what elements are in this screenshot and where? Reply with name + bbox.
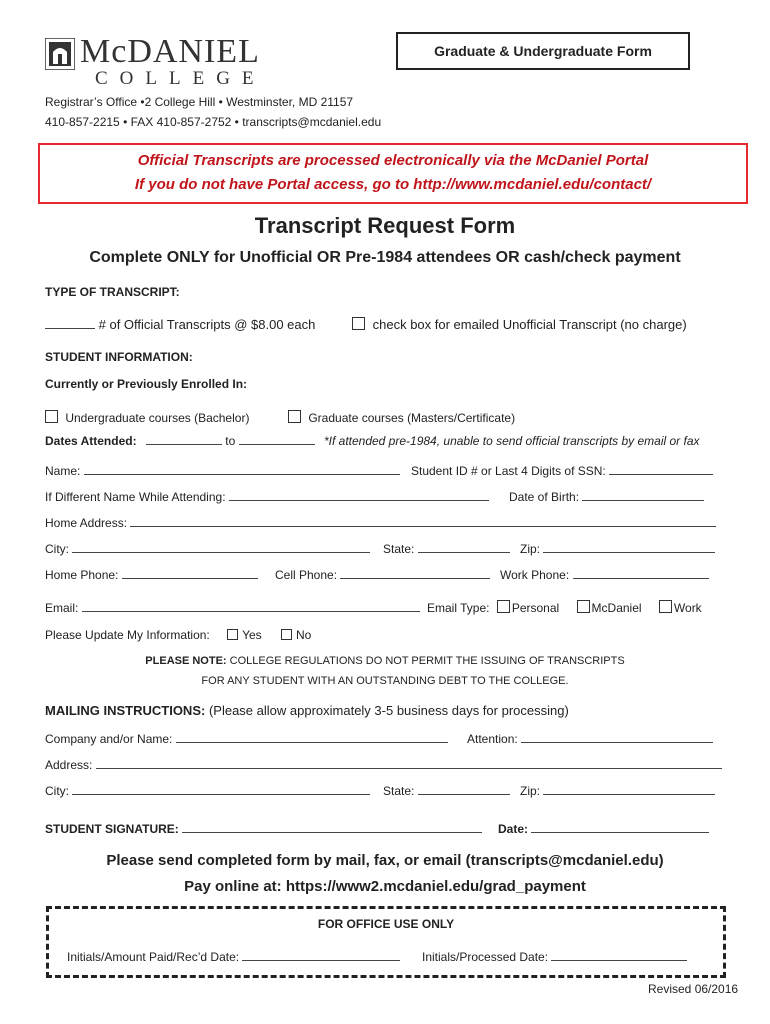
- please-note-bold: PLEASE NOTE:: [145, 655, 227, 667]
- work-phone-field[interactable]: [573, 567, 709, 579]
- email-type-label: Email Type:: [427, 601, 490, 615]
- attention-label: Attention:: [467, 732, 518, 746]
- home-phone-row: [45, 567, 258, 582]
- attention-field[interactable]: [521, 731, 713, 743]
- unofficial-label: check box for emailed Unofficial Transcript (no charge): [372, 317, 687, 332]
- update-row: [45, 628, 311, 642]
- city-row: [45, 541, 370, 556]
- email-type-personal-label: Personal: [511, 601, 560, 615]
- dates-from-field[interactable]: [146, 433, 222, 445]
- mail-address-row: [45, 757, 722, 772]
- cell-phone-field[interactable]: [340, 567, 490, 579]
- page-title: Transcript Request Form: [254, 213, 516, 238]
- home-address-row: [45, 515, 716, 530]
- dates-note: *If attended pre-1984, unable to send official transcripts by email or fax: [323, 434, 700, 448]
- cell-phone-row: [275, 567, 490, 582]
- mail-address-label: Address:: [45, 758, 93, 772]
- name-label: Name:: [45, 464, 81, 478]
- signature-date-field[interactable]: [531, 821, 709, 833]
- mailing-row: [45, 703, 569, 718]
- dates-row: [45, 433, 700, 448]
- email-type-personal-checkbox[interactable]: [497, 600, 510, 613]
- grad-row: [288, 410, 515, 425]
- diff-name-label: If Different Name While Attending:: [45, 490, 226, 504]
- transcript-heading: TYPE OF TRANSCRIPT:: [45, 285, 180, 299]
- dob-label: Date of Birth:: [509, 490, 580, 504]
- student-heading: STUDENT INFORMATION:: [45, 350, 193, 364]
- company-field[interactable]: [176, 731, 448, 743]
- email-row: [45, 600, 420, 615]
- city-label: City:: [45, 542, 69, 556]
- logo-name: McDANIEL: [80, 33, 260, 70]
- update-yes-label: Yes: [242, 628, 262, 642]
- mail-state-label: State:: [383, 784, 415, 798]
- update-label: Please Update My Information:: [45, 628, 210, 642]
- official-count-label: # of Official Transcripts @ $8.00 each: [98, 317, 316, 332]
- signature-label: STUDENT SIGNATURE:: [45, 822, 179, 836]
- student-id-row: [411, 463, 713, 478]
- attention-row: [467, 731, 713, 746]
- state-row: [383, 541, 510, 556]
- name-field[interactable]: [84, 463, 400, 475]
- company-row: [45, 731, 448, 746]
- please-note-text: COLLEGE REGULATIONS DO NOT PERMIT THE ISSUING OF TRANSCRIPTS: [226, 655, 625, 667]
- office-processed-row: [422, 949, 687, 964]
- grad-label: Graduate courses (Masters/Certificate): [308, 411, 516, 425]
- mail-state-row: [383, 783, 510, 798]
- mail-zip-field[interactable]: [543, 783, 715, 795]
- state-field[interactable]: [418, 541, 510, 553]
- office-heading: FOR OFFICE USE ONLY: [317, 917, 455, 931]
- email-label: Email:: [45, 601, 79, 615]
- signature-row: [45, 821, 482, 836]
- dates-label: Dates Attended:: [45, 434, 137, 448]
- dob-row: [509, 489, 704, 504]
- form-type-box: Graduate & Undergraduate Form: [396, 32, 690, 70]
- zip-field[interactable]: [543, 541, 715, 553]
- email-type-mcdaniel-label: McDaniel: [591, 601, 642, 615]
- undergrad-label: Undergraduate courses (Bachelor): [65, 411, 250, 425]
- grad-checkbox[interactable]: [288, 410, 301, 423]
- update-no-checkbox[interactable]: [281, 629, 292, 640]
- please-note-line-2: FOR ANY STUDENT WITH AN OUTSTANDING DEBT TO THE COLLEGE.: [201, 675, 569, 687]
- email-field[interactable]: [82, 600, 420, 612]
- mailing-heading: MAILING INSTRUCTIONS:: [45, 703, 206, 718]
- email-type-work-label: Work: [673, 601, 702, 615]
- undergrad-checkbox[interactable]: [45, 410, 58, 423]
- office-paid-row: [67, 949, 400, 964]
- revised-date: Revised 06/2016: [648, 982, 739, 996]
- unofficial-row: [352, 317, 687, 332]
- please-note-line-1: [0, 655, 770, 667]
- home-phone-label: Home Phone:: [45, 568, 119, 582]
- undergrad-row: [45, 410, 249, 425]
- signature-field[interactable]: [182, 821, 482, 833]
- mail-city-label: City:: [45, 784, 69, 798]
- diff-name-field[interactable]: [229, 489, 489, 501]
- mailing-note: (Please allow approximately 3-5 business days for processing): [208, 703, 569, 718]
- pay-line: Pay online at: https://www2.mcdaniel.edu/grad_payment: [184, 878, 586, 895]
- home-address-label: Home Address:: [45, 516, 128, 530]
- office-processed-label: Initials/Processed Date:: [422, 950, 549, 964]
- diff-name-row: [45, 489, 489, 504]
- home-address-field[interactable]: [130, 515, 716, 527]
- mail-city-field[interactable]: [72, 783, 370, 795]
- portal-notice: [38, 143, 748, 204]
- work-phone-label: Work Phone:: [500, 568, 570, 582]
- contact-line: 410-857-2215 • FAX 410-857-2752 • transcripts@mcdaniel.edu: [45, 115, 382, 129]
- enrolled-label: Currently or Previously Enrolled In:: [45, 377, 248, 391]
- state-label: State:: [383, 542, 415, 556]
- logo-college: COLLEGE: [95, 68, 266, 89]
- office-paid-field[interactable]: [242, 949, 400, 961]
- college-seal-icon: [45, 38, 75, 70]
- work-phone-row: [500, 567, 709, 582]
- city-field[interactable]: [72, 541, 370, 553]
- signature-date-label: Date:: [498, 822, 529, 836]
- student-id-label: Student ID # or Last 4 Digits of SSN:: [411, 464, 606, 478]
- mail-state-field[interactable]: [418, 783, 510, 795]
- home-phone-field[interactable]: [122, 567, 258, 579]
- name-row: [45, 463, 400, 478]
- company-label: Company and/or Name:: [45, 732, 173, 746]
- office-use-box: [46, 906, 726, 978]
- update-yes-checkbox[interactable]: [227, 629, 238, 640]
- notice-line-2: If you do not have Portal access, go to http://www.mcdaniel.edu/contact/: [134, 176, 652, 193]
- email-type-row: [427, 600, 702, 615]
- student-id-field[interactable]: [609, 463, 713, 475]
- unofficial-checkbox[interactable]: [352, 317, 365, 330]
- dates-to-field[interactable]: [239, 433, 315, 445]
- mail-zip-row: [520, 783, 715, 798]
- dates-to-label: to: [225, 434, 236, 448]
- mail-zip-label: Zip:: [520, 784, 541, 798]
- dob-field[interactable]: [582, 489, 704, 501]
- mail-city-row: [45, 783, 370, 798]
- office-processed-field[interactable]: [551, 949, 687, 961]
- notice-line-1: Official Transcripts are processed electronically via the McDaniel Portal: [137, 152, 649, 169]
- zip-row: [520, 541, 715, 556]
- send-line: Please send completed form by mail, fax, or email (transcripts@mcdaniel.edu): [106, 852, 664, 869]
- official-count-field[interactable]: [45, 317, 95, 329]
- signature-date-row: [498, 821, 709, 836]
- email-type-mcdaniel-checkbox[interactable]: [577, 600, 590, 613]
- update-no-label: No: [296, 628, 312, 642]
- office-paid-label: Initials/Amount Paid/Rec’d Date:: [67, 950, 240, 964]
- address-line: Registrar’s Office •2 College Hill • Westminster, MD 21157: [45, 95, 354, 109]
- official-count-row: [45, 317, 315, 332]
- zip-label: Zip:: [520, 542, 541, 556]
- cell-phone-label: Cell Phone:: [275, 568, 338, 582]
- page-subtitle: Complete ONLY for Unofficial OR Pre-1984 attendees OR cash/check payment: [89, 249, 681, 266]
- mail-address-field[interactable]: [96, 757, 722, 769]
- email-type-work-checkbox[interactable]: [659, 600, 672, 613]
